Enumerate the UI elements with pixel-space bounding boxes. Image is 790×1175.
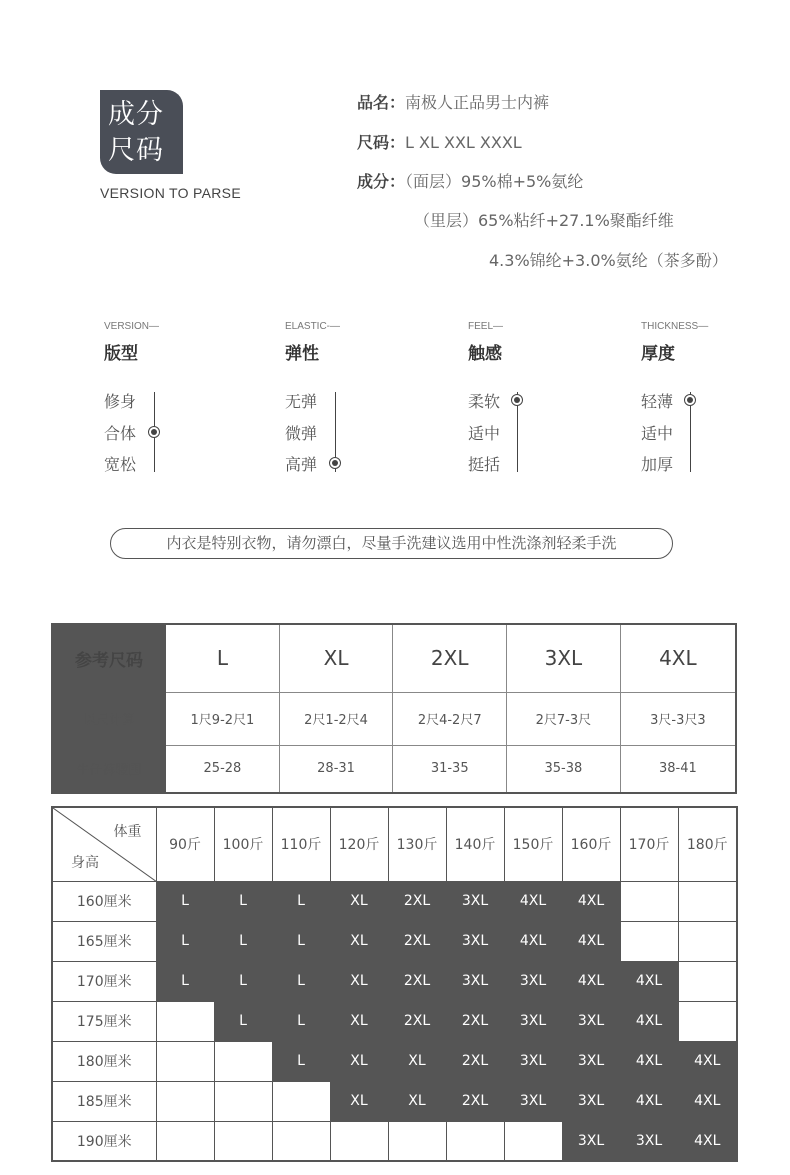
table-row: [52, 1001, 737, 1041]
composition-label: 成分：: [357, 172, 406, 191]
size-recommendation-cell: 4XL: [620, 1081, 678, 1121]
feature-option: 挺括: [468, 455, 501, 474]
product-size-value: L XL XXL XXXL: [405, 133, 522, 152]
size-recommendation-cell: 2XL: [388, 961, 446, 1001]
size-recommendation-cell: XL: [388, 1041, 446, 1081]
badge-line-1: 成分: [108, 99, 164, 130]
size-recommendation-cell: XL: [388, 1081, 446, 1121]
size-recommendation-cell: 2XL: [446, 1081, 504, 1121]
feature-option: 高弹: [285, 455, 318, 474]
size-recommendation-cell: L: [272, 921, 330, 961]
height-row-label: 160厘米: [52, 881, 156, 921]
size-column-header: XL: [279, 624, 393, 692]
size-recommendation-cell: 2XL: [446, 1041, 504, 1081]
size-recommendation-cell: L: [156, 961, 214, 1001]
size-recommendation-cell: [156, 1001, 214, 1041]
chi-measure-cell: 3尺-3尺3: [620, 692, 736, 745]
size-recommendation-cell: [272, 1081, 330, 1121]
size-recommendation-cell: 4XL: [504, 881, 562, 921]
table-row: [52, 1041, 737, 1081]
size-recommendation-cell: XL: [330, 1081, 388, 1121]
chi-measure-cell: 2尺4-2尺7: [393, 692, 507, 745]
product-size-row: [357, 130, 522, 153]
weight-column-header: 90斤: [156, 807, 214, 881]
feature-en-label: THICKNESS—: [641, 321, 709, 332]
size-recommendation-cell: [156, 1041, 214, 1081]
size-recommendation-cell: 3XL: [504, 961, 562, 1001]
size-recommendation-cell: [156, 1081, 214, 1121]
feature-option: 无弹: [285, 392, 318, 411]
size-recommendation-cell: XL: [330, 921, 388, 961]
title-badge: [100, 90, 183, 174]
size-recommendation-cell: 2XL: [388, 1001, 446, 1041]
feature-option: 宽松: [104, 455, 137, 474]
height-weight-table: [51, 806, 738, 1162]
jeans-waist-cell: 28-31: [279, 745, 393, 793]
size-recommendation-cell: 2XL: [446, 1001, 504, 1041]
feature-option: 适中: [468, 424, 501, 443]
table-row: [52, 1121, 737, 1161]
size-recommendation-cell: [214, 1081, 272, 1121]
feature-en-label: ELASTIC-—: [285, 321, 341, 332]
chi-measure-cell: 2尺1-2尺4: [279, 692, 393, 745]
composition-line-1: （面层）95%棉+5%氨纶: [405, 172, 584, 191]
size-recommendation-cell: 4XL: [620, 1001, 678, 1041]
size-recommendation-cell: L: [156, 921, 214, 961]
size-recommendation-cell: XL: [330, 1041, 388, 1081]
height-row-label: 185厘米: [52, 1081, 156, 1121]
feature-cn-label: 版型: [104, 344, 138, 364]
size-recommendation-cell: L: [156, 881, 214, 921]
size-recommendation-cell: L: [272, 881, 330, 921]
feature-selected-dot: [684, 394, 696, 406]
size-recommendation-cell: 3XL: [620, 1121, 678, 1161]
weight-column-header: 160斤: [562, 807, 620, 881]
height-row-label: 165厘米: [52, 921, 156, 961]
weight-column-header: 170斤: [620, 807, 678, 881]
feature-option: 柔软: [468, 392, 501, 411]
feature-selected-dot: [329, 457, 341, 469]
weight-column-header: 150斤: [504, 807, 562, 881]
size-recommendation-cell: 3XL: [504, 1001, 562, 1041]
weight-column-header: 140斤: [446, 807, 504, 881]
composition-line-2: （里层）65%粘纤+27.1%聚酯纤维: [414, 211, 674, 230]
feature-en-label: VERSION—: [104, 321, 160, 332]
product-name-row: [357, 90, 549, 113]
feature-selected-dot: [511, 394, 523, 406]
size-recommendation-cell: [156, 1121, 214, 1161]
badge-subtitle: VERSION TO PARSE: [100, 185, 241, 201]
size-recommendation-cell: [214, 1041, 272, 1081]
size-recommendation-cell: L: [214, 1001, 272, 1041]
size-recommendation-cell: 4XL: [562, 881, 620, 921]
size-column-header: 4XL: [620, 624, 736, 692]
weight-column-header: 100斤: [214, 807, 272, 881]
height-row-label: 170厘米: [52, 961, 156, 1001]
feature-cn-label: 弹性: [285, 344, 319, 364]
feature-en-label: FEEL—: [468, 321, 504, 332]
weight-column-header: 130斤: [388, 807, 446, 881]
size-recommendation-cell: 3XL: [446, 961, 504, 1001]
size-recommendation-cell: [214, 1121, 272, 1161]
feature-option: 适中: [641, 424, 674, 443]
table-row: [52, 921, 737, 961]
size-recommendation-cell: [678, 1001, 737, 1041]
jeans-waist-cell: 31-35: [393, 745, 507, 793]
feature-selected-dot: [148, 426, 160, 438]
size-recommendation-cell: 4XL: [678, 1121, 737, 1161]
chi-measure-cell: 2尺7-3尺: [507, 692, 621, 745]
size-recommendation-cell: 4XL: [504, 921, 562, 961]
size-recommendation-cell: L: [214, 961, 272, 1001]
size-recommendation-cell: 4XL: [562, 961, 620, 1001]
size-recommendation-cell: L: [272, 961, 330, 1001]
size-recommendation-cell: [678, 961, 737, 1001]
size-recommendation-cell: 3XL: [562, 1081, 620, 1121]
composition-line-3: 4.3%锦纶+3.0%氨纶（茶多酚）: [489, 251, 728, 270]
size-recommendation-cell: [504, 1121, 562, 1161]
product-name-value: 南极人正品男士内裤: [405, 93, 550, 112]
size-recommendation-cell: 4XL: [678, 1041, 737, 1081]
jeans-waist-cell: 38-41: [620, 745, 736, 793]
size-recommendation-cell: 3XL: [504, 1041, 562, 1081]
product-name-label: 品名：: [357, 93, 406, 112]
composition-row: [357, 169, 583, 192]
size-recommendation-cell: 2XL: [388, 921, 446, 961]
care-notice: 内衣是特别衣物，请勿漂白，尽量手洗建议选用中性洗涤剂轻柔手洗: [110, 528, 673, 559]
weight-axis-label: 体重: [113, 824, 142, 840]
size-recommendation-cell: [620, 921, 678, 961]
size-recommendation-cell: 4XL: [620, 961, 678, 1001]
size-reference-table: [51, 623, 737, 794]
table-row: [52, 961, 737, 1001]
weight-column-header: 180斤: [678, 807, 737, 881]
size-table-header: 参考尺码: [52, 624, 166, 692]
weight-column-header: 120斤: [330, 807, 388, 881]
size-column-header: 3XL: [507, 624, 621, 692]
size-recommendation-cell: 4XL: [562, 921, 620, 961]
weight-column-header: 110斤: [272, 807, 330, 881]
size-recommendation-cell: L: [214, 921, 272, 961]
feature-option: 轻薄: [641, 392, 674, 411]
feature-option: 加厚: [641, 455, 674, 474]
chi-measure-label: 以尺计算: [52, 692, 166, 745]
jeans-waist-cell: 25-28: [166, 745, 280, 793]
jeans-waist-cell: 35-38: [507, 745, 621, 793]
chi-measure-cell: 1尺9-2尺1: [166, 692, 280, 745]
size-recommendation-cell: 4XL: [678, 1081, 737, 1121]
size-recommendation-cell: 3XL: [446, 921, 504, 961]
height-row-label: 180厘米: [52, 1041, 156, 1081]
size-recommendation-cell: 3XL: [562, 1001, 620, 1041]
size-recommendation-cell: 2XL: [388, 881, 446, 921]
corner-diagonal: [53, 808, 157, 882]
feature-option: 合体: [104, 424, 137, 443]
size-column-header: L: [166, 624, 280, 692]
size-recommendation-cell: L: [272, 1041, 330, 1081]
size-recommendation-cell: [678, 921, 737, 961]
badge-line-2: 尺码: [108, 135, 164, 166]
table-row: [52, 881, 737, 921]
size-recommendation-cell: 3XL: [504, 1081, 562, 1121]
size-recommendation-cell: 4XL: [620, 1041, 678, 1081]
feature-cn-label: 触感: [468, 344, 502, 364]
size-recommendation-cell: L: [272, 1001, 330, 1041]
feature-option: 微弹: [285, 424, 318, 443]
size-recommendation-cell: XL: [330, 1001, 388, 1041]
size-recommendation-cell: [620, 881, 678, 921]
product-size-label: 尺码：: [357, 133, 406, 152]
size-column-header: 2XL: [393, 624, 507, 692]
size-recommendation-cell: [330, 1121, 388, 1161]
jeans-waist-label: 牛仔裤腰围: [52, 745, 166, 793]
size-recommendation-cell: [678, 881, 737, 921]
height-axis-label: 身高: [71, 854, 99, 871]
size-recommendation-cell: XL: [330, 881, 388, 921]
size-recommendation-cell: XL: [330, 961, 388, 1001]
size-recommendation-cell: 3XL: [446, 881, 504, 921]
table-row: [52, 1081, 737, 1121]
height-row-label: 190厘米: [52, 1121, 156, 1161]
size-recommendation-cell: 3XL: [562, 1121, 620, 1161]
height-row-label: 175厘米: [52, 1001, 156, 1041]
feature-cn-label: 厚度: [641, 344, 675, 364]
size-recommendation-cell: [272, 1121, 330, 1161]
size-recommendation-cell: [446, 1121, 504, 1161]
size-recommendation-cell: 3XL: [562, 1041, 620, 1081]
size-recommendation-cell: L: [214, 881, 272, 921]
table-corner-header: [52, 807, 156, 881]
feature-option: 修身: [104, 392, 137, 411]
size-recommendation-cell: [388, 1121, 446, 1161]
